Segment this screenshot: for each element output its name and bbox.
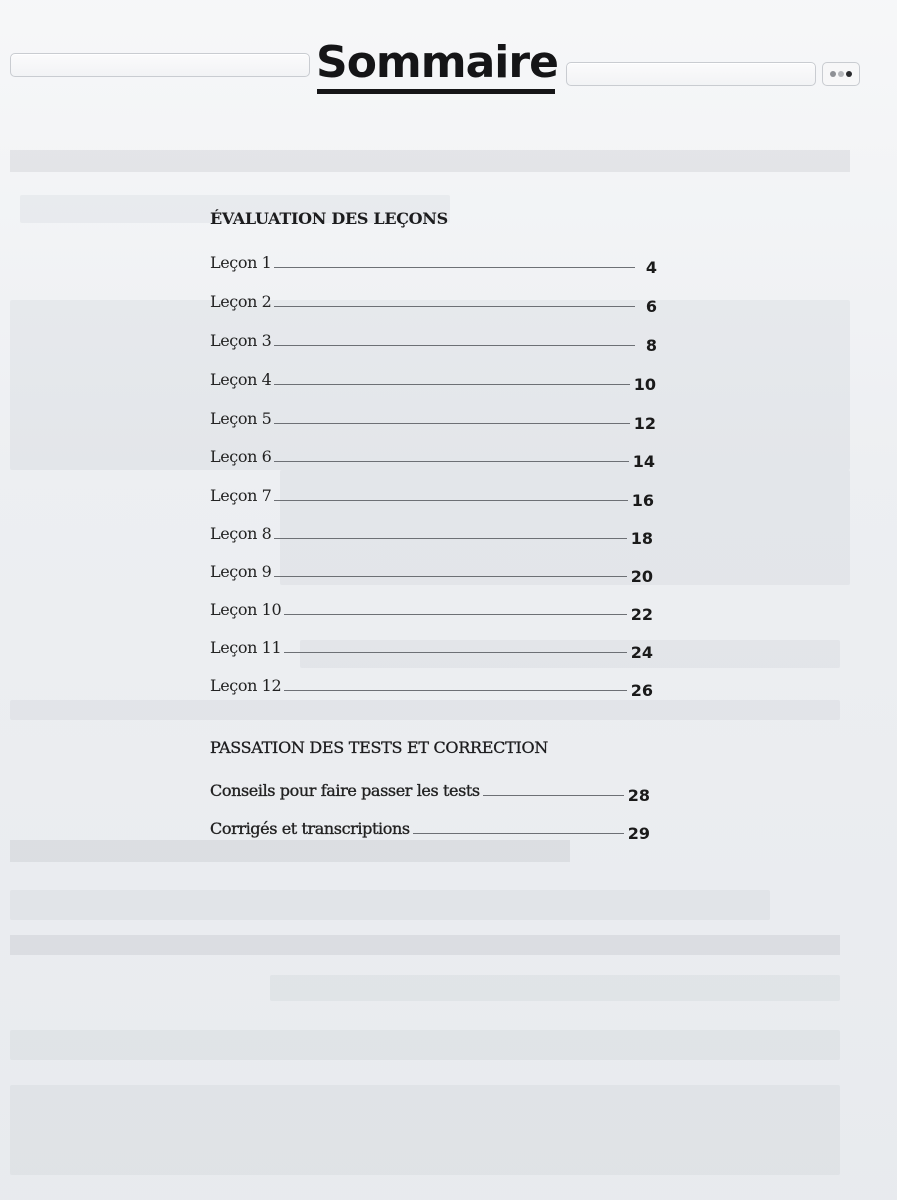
toc-leader-line xyxy=(274,384,629,385)
toc-leader-line xyxy=(413,833,624,834)
toc-leader-line xyxy=(274,538,626,539)
title-underline xyxy=(317,89,555,94)
toc-entry-corriges[interactable] xyxy=(210,814,650,843)
toc-entry-page: 24 xyxy=(630,643,653,662)
toc-entry-label: Leçon 3 xyxy=(210,331,272,350)
bleed-through-band xyxy=(10,840,570,862)
section-heading-passation: PASSATION DES TESTS ET CORRECTION xyxy=(210,738,548,757)
toc-entry-label: Leçon 11 xyxy=(210,638,282,657)
toc-entry-label: Conseils pour faire passer les tests xyxy=(210,781,480,800)
toc-entry-page: 26 xyxy=(630,681,653,700)
toc-entry-label: Leçon 1 xyxy=(210,253,272,272)
toc-entry-page: 8 xyxy=(645,336,657,355)
toc-entry-conseils[interactable] xyxy=(210,776,650,805)
toc-entry-label: Leçon 4 xyxy=(210,370,272,389)
bleed-through-band xyxy=(10,890,770,920)
toc-entry-page: 16 xyxy=(631,491,654,510)
toc-leader-line xyxy=(274,576,626,577)
toc-leader-line xyxy=(274,500,627,501)
toc-leader-line xyxy=(284,652,626,653)
toc-entry-lecon-8[interactable] xyxy=(210,519,653,548)
toc-entry-label: Leçon 12 xyxy=(210,676,282,695)
toc-entry-lecon-7[interactable] xyxy=(210,481,654,510)
toc-leader-line xyxy=(483,795,624,796)
toc-entry-lecon-11[interactable] xyxy=(210,633,653,662)
toc-entry-label: Leçon 10 xyxy=(210,600,282,619)
toc-entry-page: 20 xyxy=(630,567,653,586)
toc-entry-lecon-3[interactable] xyxy=(210,326,657,355)
bleed-through-band xyxy=(270,975,840,1001)
toc-entry-label: Corrigés et transcriptions xyxy=(210,819,410,838)
toc-entry-label: Leçon 5 xyxy=(210,409,272,428)
toc-leader-line xyxy=(274,306,635,307)
toc-leader-line xyxy=(274,461,628,462)
toc-entry-page: 6 xyxy=(645,297,657,316)
bleed-through-band xyxy=(10,1030,840,1060)
bleed-through-band xyxy=(10,150,850,172)
toc-entry-page: 22 xyxy=(630,605,653,624)
toc-entry-page: 18 xyxy=(630,529,653,548)
toc-entry-label: Leçon 7 xyxy=(210,486,272,505)
bleed-through-band xyxy=(10,700,840,720)
toc-entry-lecon-12[interactable] xyxy=(210,671,653,700)
toc-leader-line xyxy=(274,345,635,346)
page-title: Sommaire xyxy=(316,37,558,88)
toc-entry-label: Leçon 8 xyxy=(210,524,272,543)
toc-entry-lecon-4[interactable] xyxy=(210,365,656,394)
toc-leader-line xyxy=(284,690,626,691)
toc-entry-lecon-10[interactable] xyxy=(210,595,653,624)
toc-entry-lecon-5[interactable] xyxy=(210,404,656,433)
toc-entry-label: Leçon 2 xyxy=(210,292,272,311)
toc-entry-label: Leçon 6 xyxy=(210,447,272,466)
dot-icon xyxy=(830,71,836,77)
toc-leader-line xyxy=(274,423,629,424)
right-decorative-bar xyxy=(566,62,816,86)
left-decorative-bar xyxy=(10,53,310,77)
bleed-through-block xyxy=(10,1085,840,1175)
toc-entry-page: 14 xyxy=(632,452,655,471)
toc-entry-page: 4 xyxy=(645,258,657,277)
toc-leader-line xyxy=(274,267,635,268)
toc-entry-lecon-6[interactable] xyxy=(210,442,655,471)
toc-leader-line xyxy=(284,614,626,615)
toc-entry-lecon-9[interactable] xyxy=(210,557,653,586)
toc-entry-lecon-2[interactable] xyxy=(210,287,657,316)
section-heading-evaluation: ÉVALUATION DES LEÇONS xyxy=(210,209,448,228)
dot-icon xyxy=(846,71,852,77)
toc-entry-page: 10 xyxy=(633,375,656,394)
toc-entry-label: Leçon 9 xyxy=(210,562,272,581)
dot-icon xyxy=(838,71,844,77)
menu-dots-button[interactable] xyxy=(822,62,860,86)
toc-entry-page: 28 xyxy=(627,786,650,805)
toc-entry-page: 29 xyxy=(627,824,650,843)
toc-entry-page: 12 xyxy=(633,414,656,433)
bleed-through-band xyxy=(10,935,840,955)
toc-entry-lecon-1[interactable] xyxy=(210,248,657,277)
